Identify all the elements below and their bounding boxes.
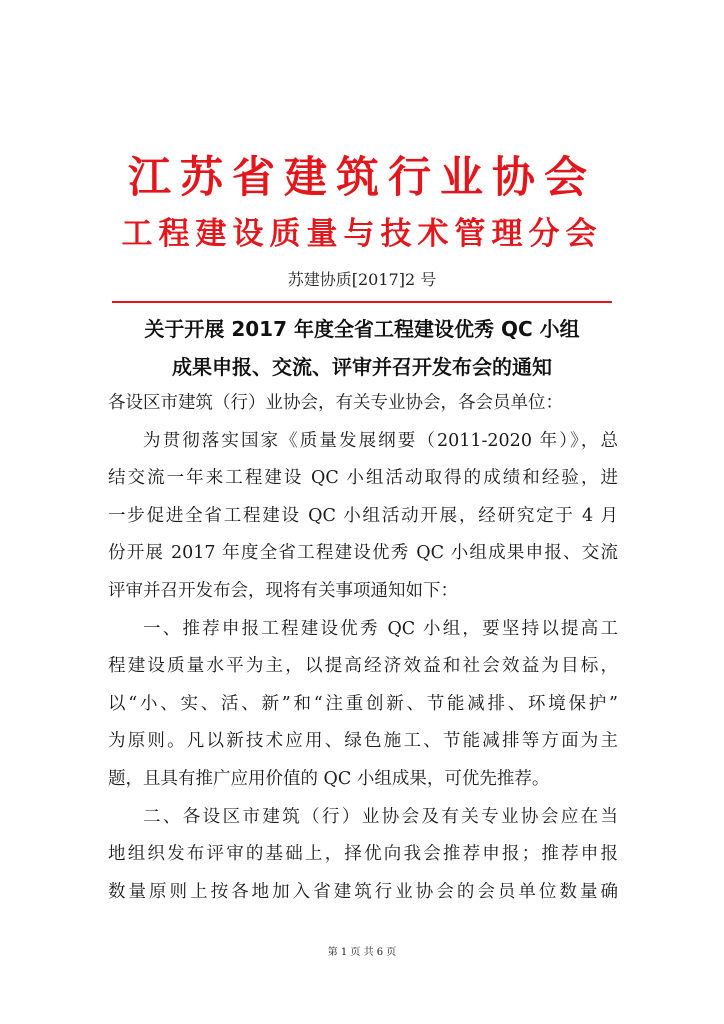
body-line: 份开展 2017 年度全省工程建设优秀 QC 小组成果申报、交流 bbox=[108, 543, 618, 564]
red-divider bbox=[112, 301, 612, 303]
page-footer: 第 1 页 共 6 页 bbox=[327, 947, 397, 958]
notice-title-line-1: 关于开展 2017 年度全省工程建设优秀 QC 小组 bbox=[144, 317, 580, 341]
body-text bbox=[108, 385, 618, 911]
organization-title: 江苏省建筑行业协会 bbox=[128, 153, 596, 203]
notice-title-line-2: 成果申报、交流、评审并召开发布会的通知 bbox=[172, 355, 552, 379]
body-line: 以“小、实、活、新”和“注重创新、节能减排、环境保护” bbox=[108, 693, 618, 714]
body-line: 评审并召开发布会，现将有关事项通知如下： bbox=[108, 580, 458, 601]
body-line: 一、推荐申报工程建设优秀 QC 小组，要坚持以提高工 bbox=[143, 618, 618, 639]
salutation-line: 各设区市建筑（行）业协会，有关专业协会，各会员单位： bbox=[108, 393, 563, 413]
body-line: 二、各设区市建筑（行）业协会及有关专业协会应在当 bbox=[143, 806, 618, 827]
body-line: 题，且具有推广应用价值的 QC 小组成果，可优先推荐。 bbox=[108, 768, 550, 789]
branch-title: 工程建设质量与技术管理分会 bbox=[121, 216, 603, 252]
document-number: 苏建协质[2017]2 号 bbox=[287, 270, 437, 289]
body-line: 数量原则上按各地加入省建筑行业协会的会员单位数量确 bbox=[108, 881, 618, 902]
body-line: 地组织发布评审的基础上，择优向我会推荐申报；推荐申报 bbox=[108, 844, 618, 865]
body-line: 一步促进全省工程建设 QC 小组活动开展，经研究定于 4 月 bbox=[108, 505, 618, 526]
body-line: 结交流一年来工程建设 QC 小组活动取得的成绩和经验，进 bbox=[108, 468, 618, 489]
body-line: 为原则。凡以新技术应用、绿色施工、节能减排等方面为主 bbox=[108, 731, 618, 752]
body-line: 为贯彻落实国家《质量发展纲要（2011-2020 年）》，总 bbox=[143, 430, 618, 451]
body-line: 程建设质量水平为主，以提高经济效益和社会效益为目标， bbox=[108, 656, 618, 677]
